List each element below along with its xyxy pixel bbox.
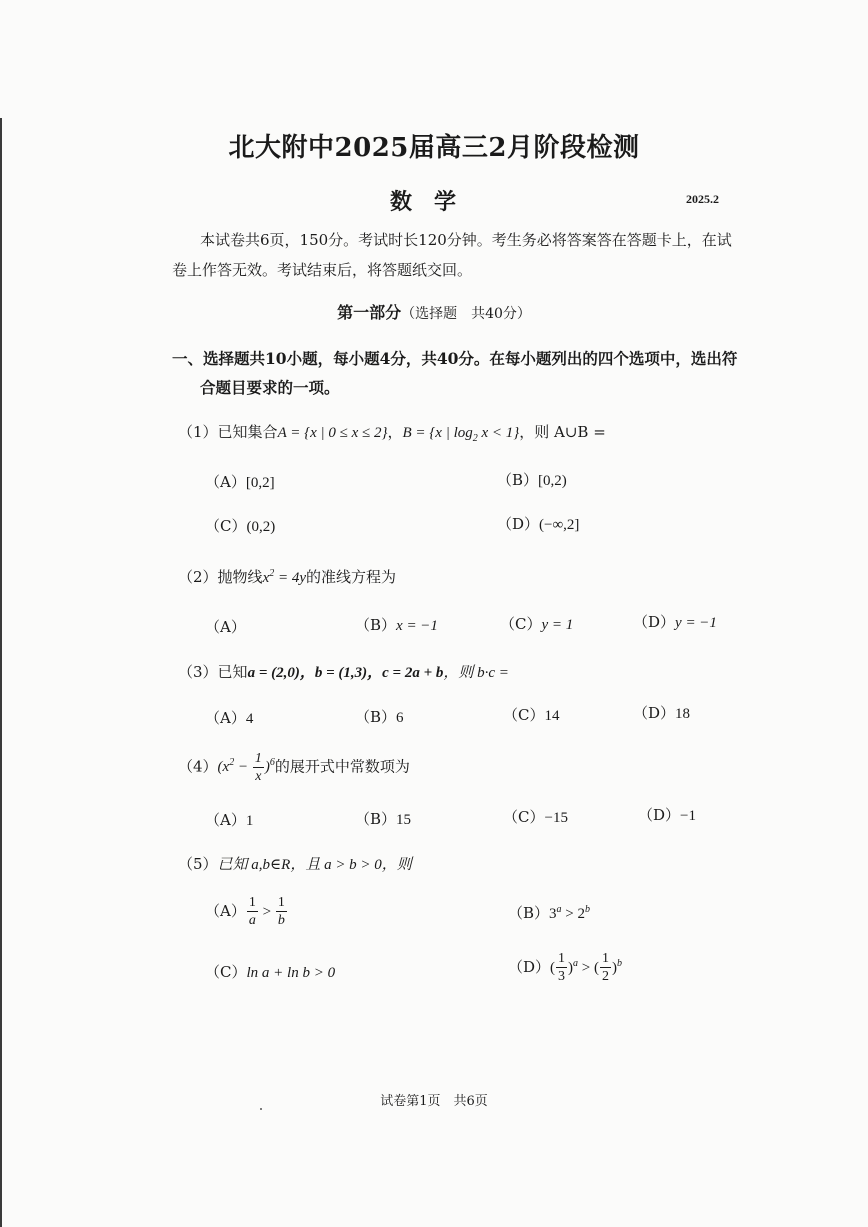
question-number: （1） xyxy=(178,423,218,441)
parabola-expression: $x^2 = 4y$ xyxy=(262,568,307,586)
page-footer: 试卷第1页 共6页 xyxy=(380,1094,488,1109)
fraction: $\frac{1}{x}$ xyxy=(254,751,262,784)
q3-option-a: （A）4 xyxy=(205,709,254,727)
q5-option-a: （A） $\frac{1}{a}$ > $\frac{1}{b}$ xyxy=(205,895,285,928)
q2-option-d: （D）y = −1 xyxy=(633,613,717,631)
q1-option-c: （C）(0,2) xyxy=(205,517,276,535)
section-instructions-line-1: 一、选择题共10小题，每小题4分，共40分。在每小题列出的四个选项中，选出符 xyxy=(172,349,738,368)
q5-option-b: $(B)3^a > 2^b$ xyxy=(508,904,590,922)
q1-option-b: （B）[0,2) xyxy=(497,471,567,489)
binomial-expression: ($x^2$ − $\frac{1}{x}$ )$^6$ xyxy=(217,751,275,784)
part-heading xyxy=(0,300,868,323)
question-text: 已知集合 xyxy=(217,423,278,441)
question-3: （3）已知a = (2,0)，b = (1,3)，c = 2a + b，则 b·c = xyxy=(178,663,509,681)
q1-option-d: （D）(−∞,2] xyxy=(497,515,580,533)
question-2: （2）抛物线$x^2 = 4y$的准线方程为 xyxy=(178,568,397,586)
question-ask: ，则 A∪B = xyxy=(519,423,606,441)
separator: ， xyxy=(387,423,403,441)
section-instructions-line-2: 合题目要求的一项。 xyxy=(200,378,340,397)
intro-line-2: 卷上作答无效。考试结束后，将答题纸交回。 xyxy=(172,261,473,279)
part-note: （选择题 共40分） xyxy=(401,306,531,322)
q2-option-b: （B）x = −1 xyxy=(355,616,438,634)
set-b: B = {x | $\log_2 x < 1$} xyxy=(402,425,520,444)
q4-option-c: （C）−15 xyxy=(503,808,568,826)
question-5: （5）已知 a,b∈R，且 a > b > 0，则 xyxy=(178,855,412,873)
intro-line-1: 本试卷共6页，150分。考试时长120分钟。考生务必将答案答在答题卡上，在试 xyxy=(200,231,732,249)
question-1 xyxy=(178,421,606,444)
question-4: $(4)(x^2$ − $\frac{1}{x}$ )$^6$的展开式中常数项为 xyxy=(178,751,410,784)
q5-option-c: （C）ln a + ln b > 0 xyxy=(205,963,336,981)
q4-option-d: （D）−1 xyxy=(638,806,696,824)
q5-option-d: （D）( $\frac{1}{3}$ )$^a$ > ( $\frac{1}{2}$ )$^b$ xyxy=(508,951,622,984)
q2-option-c: （C）y = 1 xyxy=(500,615,574,633)
q4-option-b: （B）15 xyxy=(355,810,412,828)
exam-title: 北大附中2025届高三2月阶段检测 xyxy=(228,133,640,163)
vector-definitions: a = (2,0)，b = (1,3)，c = 2a + b xyxy=(247,665,444,681)
q4-option-a: （A）1 xyxy=(205,811,254,829)
part-title: 第一部分 xyxy=(337,303,402,322)
exam-date: 2025.2 xyxy=(686,192,719,206)
q3-option-b: （B）6 xyxy=(355,708,404,726)
q3-option-c: （C）14 xyxy=(503,706,560,724)
scan-edge xyxy=(0,118,2,1227)
q2-option-a: （A） xyxy=(205,618,246,636)
subject-title: 数学 xyxy=(389,189,478,215)
set-a: A = {x | 0 ≤ x ≤ 2} xyxy=(277,425,388,441)
question-text: 已知 a,b∈R，且 a > b > 0，则 xyxy=(217,857,412,873)
scan-speck xyxy=(260,1108,262,1110)
q1-option-a: （A）[0,2] xyxy=(205,473,275,491)
q3-option-d: （D）18 xyxy=(633,704,691,722)
